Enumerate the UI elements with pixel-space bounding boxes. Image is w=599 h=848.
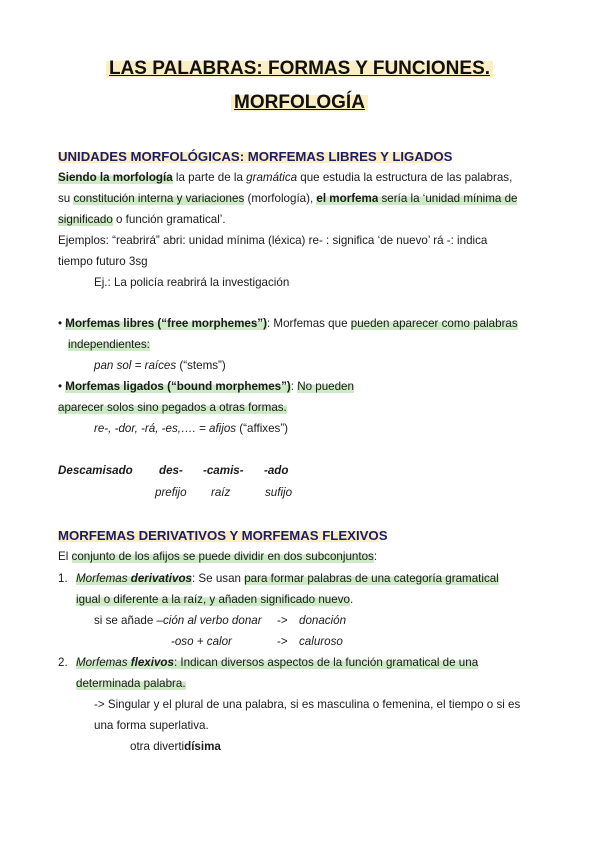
text-ej: Ej.: La policía reabrirá la investigación — [94, 276, 290, 289]
item-2-line-1 — [76, 656, 542, 670]
text-igual-o-diferente: igual o diferente a la raíz, y — [76, 593, 219, 606]
text-stems: (“stems”) — [176, 359, 226, 372]
text-disima: dísima — [184, 740, 221, 753]
text-no-pueden: No pueden — [297, 380, 354, 393]
text-affixes: (“affixes”) — [236, 422, 289, 435]
bullet-libres-line-2 — [68, 338, 150, 352]
text-period: . — [349, 593, 354, 606]
bullet-libres-example — [94, 359, 226, 373]
text-cion-verbo: ción al verbo donar — [162, 614, 262, 627]
item-2-example — [130, 740, 221, 754]
paragraph-1-line-3 — [58, 213, 226, 227]
text-funcion: o función gramatical’. — [112, 213, 226, 226]
text-significado: significado — [58, 213, 113, 226]
paragraph-1-line-1 — [58, 171, 542, 185]
bullet-ligados-line-1 — [58, 380, 354, 394]
morpheme-des: des- — [159, 464, 183, 477]
text-constitucion: constitución interna y variaciones — [73, 192, 245, 205]
item-2-line-2 — [76, 677, 186, 691]
text-morfemas-que: : Morfemas que — [266, 317, 351, 330]
item-1-number: 1. — [58, 572, 68, 585]
bullet-dot-2: • — [58, 380, 63, 393]
text-parte: la parte de la — [172, 171, 247, 184]
text-unidad-minima: sería la ‘unidad mínima de — [378, 192, 518, 205]
item-2-number: 2. — [58, 656, 68, 669]
text-anaden-significado: añaden significado nuevo — [218, 593, 350, 606]
section-heading-1 — [58, 149, 452, 164]
text-colon: : — [290, 380, 298, 393]
item-1-line-2 — [76, 593, 353, 607]
text-forma-superlativa: una forma superlativa. — [94, 719, 209, 732]
text-otra-diverti: otra diverti — [130, 740, 185, 753]
section-heading-2-text: MORFEMAS DERIVATIVOS Y MORFEMAS FLEXIVO — [58, 528, 379, 543]
text-morfemas-f: Morfemas — [76, 656, 131, 669]
label-sufijo: sufijo — [265, 486, 293, 499]
text-ejemplos: Ejemplos: “reabrirá” abri: unidad mínima (léxica) re- : significa ‘de nuevo’ rá -: indica — [58, 234, 488, 247]
text-flexivos: flexivos — [130, 656, 174, 669]
text-siendo: Siendo la morfología — [58, 171, 173, 184]
arrow-1: -> — [277, 614, 288, 627]
text-morfologia: (morfología), — [244, 192, 317, 205]
text-morfemas-d: Morfemas — [76, 572, 131, 585]
text-si-se-anade: si se añade – — [94, 614, 163, 627]
text-caluroso: caluroso — [299, 635, 343, 648]
text-pan-sol: pan sol = raíces — [94, 359, 177, 372]
paragraph-2-line-1 — [58, 234, 542, 248]
text-su: su — [58, 192, 74, 205]
title-text-2: MORFOLOGÍA — [231, 92, 368, 113]
morpheme-camis: -camis- — [203, 464, 244, 477]
text-gramatica: gramática — [246, 171, 298, 184]
text-para-formar: para formar palabras de una categoría gramatical — [244, 572, 499, 585]
text-el: El — [58, 550, 72, 563]
morpheme-ado: -ado — [264, 464, 289, 477]
text-donacion: donación — [299, 614, 347, 627]
bullet-dot-1: • — [58, 317, 63, 330]
text-singular-plural: -> Singular y el plural de una palabra, si es masculina o femenina, el tiempo o si es — [94, 698, 521, 711]
section-heading-1-text: UNIDADES MORFOLÓGICAS: MORFEMAS LIBRES Y LIGADO — [58, 149, 444, 164]
section-heading-2-last: S — [378, 528, 388, 543]
example-sentence — [94, 276, 289, 290]
text-pueden-aparecer: pueden aparecer como palabras — [350, 317, 518, 330]
label-raiz: raíz — [211, 486, 231, 499]
title-line-1 — [0, 58, 599, 80]
label-prefijo: prefijo — [155, 486, 187, 499]
text-independientes: independientes: — [68, 338, 150, 351]
title-text-1: LAS PALABRAS: FORMAS Y FUNCIONES. — [106, 58, 493, 79]
text-aparecer-solos: aparecer solos sino pegados a otras formas. — [58, 401, 287, 414]
text-determinada-palabra: determinada palabra. — [76, 677, 186, 690]
text-oso-calor: -oso + calor — [171, 635, 232, 648]
text-se-usan: : Se usan — [191, 572, 245, 585]
section-2-intro — [58, 550, 377, 564]
bullet-libres-line-1 — [58, 317, 542, 331]
text-morfemas-ligados: Morfemas ligados (“bound morphemes”) — [65, 380, 291, 393]
bullet-ligados-line-2 — [58, 401, 287, 415]
paragraph-1-line-2 — [58, 192, 542, 206]
arrow-2: -> — [277, 635, 288, 648]
item-1-line-1 — [76, 572, 542, 586]
item-2-note-1 — [94, 698, 520, 712]
item-1-example-1 — [94, 614, 262, 628]
text-morfemas-libres: Morfemas libres (“free morphemes”) — [65, 317, 267, 330]
text-indican: : Indican diversos aspectos de la función gramatical de una — [173, 656, 479, 669]
text-el-morfema: el morfema — [316, 192, 379, 205]
text-conjunto: conjunto de los afijos se puede dividir en dos subconjuntos — [71, 550, 374, 563]
text-tiempo-futuro: tiempo futuro 3sg — [58, 255, 148, 268]
bullet-ligados-example — [94, 422, 288, 436]
item-2-note-2 — [94, 719, 209, 733]
text-afijos: re-, -dor, -rá, -es,…. = afijos — [94, 422, 237, 435]
word-descamisado: Descamisado — [58, 464, 133, 477]
title-line-2 — [0, 92, 599, 114]
text-derivativos: derivativos — [130, 572, 192, 585]
text-colon-2: : — [373, 550, 378, 563]
paragraph-2-line-2 — [58, 255, 148, 269]
text-estructura: que estudia la estructura de las palabras, — [297, 171, 513, 184]
section-heading-1-last: S — [443, 149, 453, 164]
section-heading-2 — [58, 528, 387, 543]
